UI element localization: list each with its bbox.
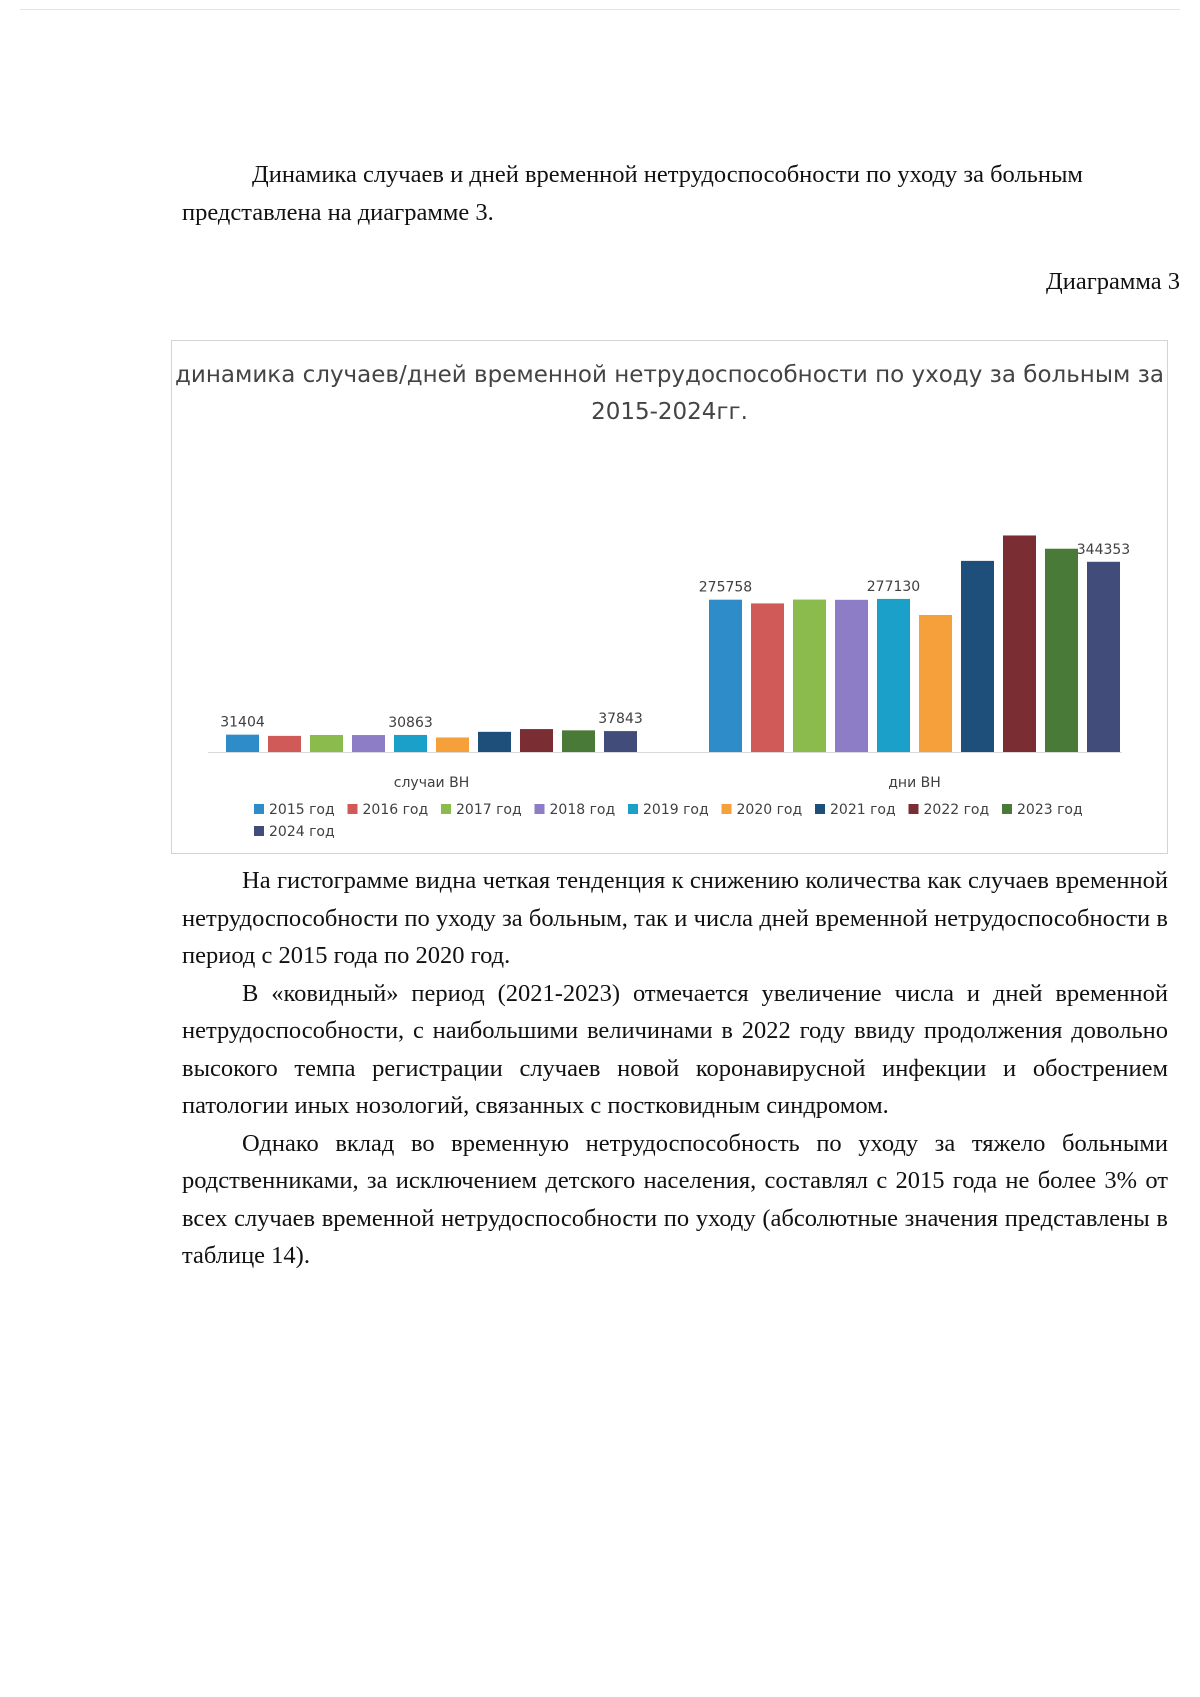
- chart-container: [171, 340, 1168, 854]
- legend-swatch: [1002, 804, 1012, 814]
- data-label: 31404: [220, 714, 265, 731]
- data-label: 344353: [1076, 541, 1131, 558]
- bar-2019-год-1: [877, 599, 910, 752]
- legend-swatch: [815, 804, 825, 814]
- legend-label: 2024 год: [269, 824, 335, 840]
- bar-2022-год-0: [520, 729, 553, 752]
- diagram-caption: Диаграмма 3: [1046, 268, 1180, 295]
- bar-2021-год-1: [961, 561, 994, 752]
- bar-2016-год-1: [751, 603, 784, 752]
- bar-2020-год-0: [436, 737, 469, 752]
- bar-chart: [172, 341, 1167, 853]
- bar-2023-год-1: [1045, 549, 1078, 752]
- data-label: 37843: [598, 711, 643, 728]
- bar-2024-год-1: [1087, 562, 1120, 752]
- legend-swatch: [254, 826, 264, 836]
- legend-swatch: [722, 804, 732, 814]
- category-label: случаи ВН: [393, 775, 470, 791]
- bar-2019-год-0: [394, 735, 427, 752]
- legend-label: 2023 год: [1017, 802, 1083, 818]
- bar-2022-год-1: [1003, 535, 1036, 752]
- legend-swatch: [909, 804, 919, 814]
- legend-label: 2017 год: [456, 802, 522, 818]
- bar-2024-год-0: [604, 731, 637, 752]
- bar-2015-год-0: [226, 735, 259, 752]
- legend-swatch: [535, 804, 545, 814]
- paragraph-trend: На гистограмме видна четкая тенденция к снижению количества как случаев временной нетрудоспособности по уходу за больным, так и числа дней временной нетрудоспособности в период с 2015 года по 2020 год.: [182, 867, 1168, 969]
- data-label: 30863: [388, 714, 433, 731]
- bar-2017-год-0: [310, 735, 343, 752]
- data-label: 275758: [698, 579, 753, 596]
- bar-2015-год-1: [709, 600, 742, 752]
- legend-label: 2021 год: [830, 802, 896, 818]
- body-text: [182, 862, 1168, 1275]
- paragraph-contribution: Однако вклад во временную нетрудоспособность по уходу за тяжело больными родственниками, за исключением детского населения, составлял с 2015 года не более 3% от всех случаев временной нетрудоспособности по уходу (абсолютные значения представлены в таблице 14).: [182, 1129, 1168, 1269]
- bar-2016-год-0: [268, 736, 301, 752]
- legend-swatch: [628, 804, 638, 814]
- legend-label: 2016 год: [362, 802, 429, 818]
- bar-2018-год-1: [835, 600, 868, 752]
- legend-swatch: [441, 804, 451, 814]
- legend-swatch: [254, 804, 264, 814]
- scan-edge-line: [20, 9, 1180, 10]
- bar-2020-год-1: [919, 615, 952, 752]
- intro-paragraph: [182, 156, 1117, 232]
- legend-label: 2020 год: [736, 802, 803, 818]
- bar-2018-год-0: [352, 735, 385, 752]
- bar-2017-год-1: [793, 600, 826, 752]
- bar-2021-год-0: [478, 732, 511, 752]
- legend-label: 2019 год: [643, 802, 709, 818]
- legend-swatch: [348, 804, 358, 814]
- chart-title: динамика случаев/дней временной нетрудоспособности по уходу за больным за 2015-2024гг.: [175, 362, 1164, 425]
- paragraph-covid-period: В «ковидный» период (2021-2023) отмечается увеличение числа и дней временной нетрудоспособности, с наибольшими величинами в 2022 году ввиду продолжения довольно высокого темпа регистрации случаев новой коронавирусной инфекции и обострением патологии иных нозологий, связанных с постковидным синдромом.: [182, 979, 1168, 1119]
- data-label: 277130: [866, 578, 921, 595]
- legend-label: 2018 год: [549, 802, 616, 818]
- bar-2023-год-0: [562, 730, 595, 752]
- category-label: дни ВН: [888, 775, 941, 791]
- legend-label: 2015 год: [269, 802, 335, 818]
- intro-text: Динамика случаев и дней временной нетрудоспособности по уходу за больным представлена на диаграмме 3.: [182, 161, 1083, 226]
- legend-label: 2022 год: [923, 802, 990, 818]
